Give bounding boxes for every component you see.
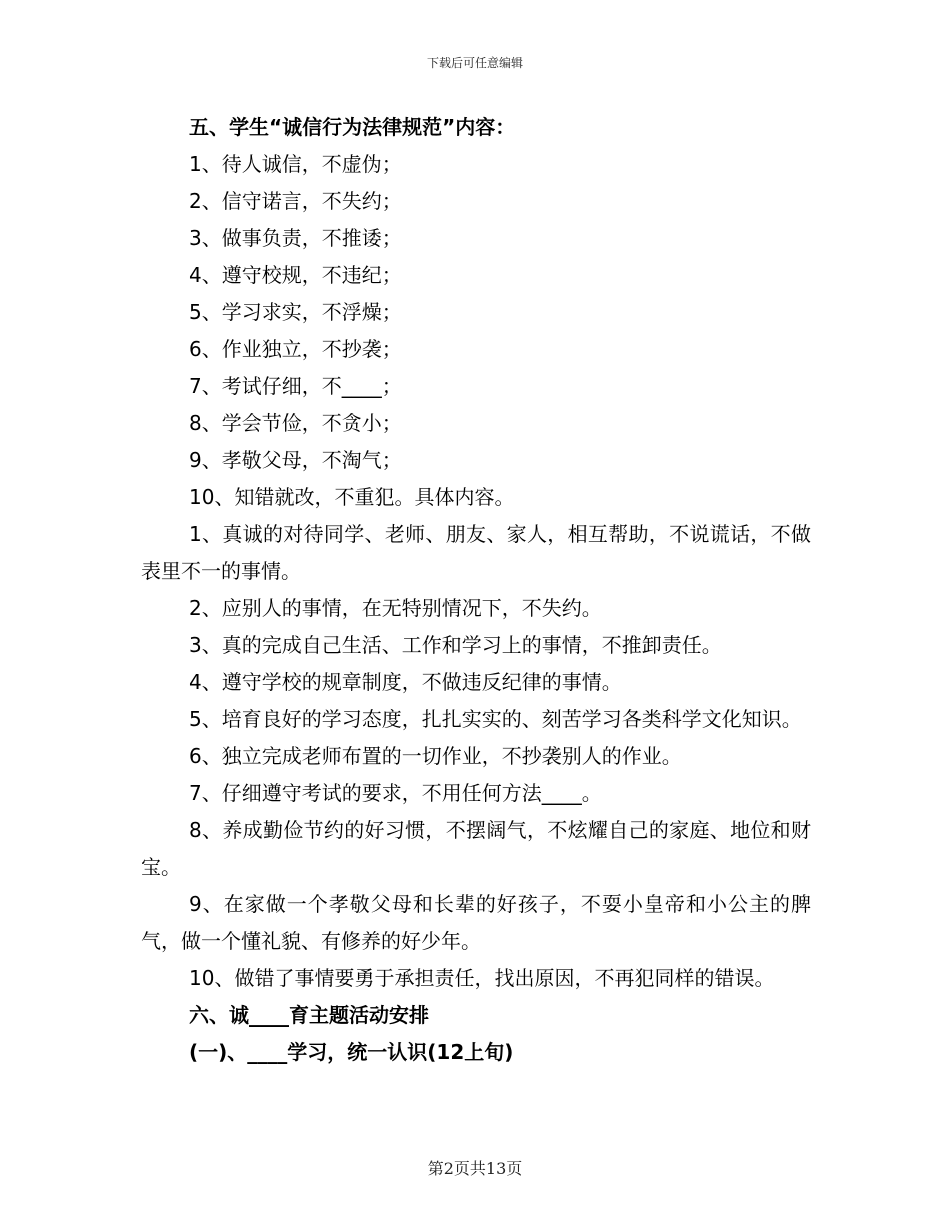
- norm-item: 7、考试仔细，不____；: [189, 374, 402, 398]
- norm-item: 9、孝敬父母，不淘气；: [189, 448, 402, 472]
- subsection-heading: (一)、____学习，统一认识(12上旬): [189, 1040, 514, 1064]
- norm-item: 10、知错就改，不重犯。具体内容。: [189, 485, 515, 509]
- detail-paragraph: 4、遵守学校的规章制度，不做违反纪律的事情。: [189, 670, 622, 694]
- norm-item: 4、遵守校规，不违纪；: [189, 263, 402, 287]
- norm-item: 5、学习求实，不浮燥；: [189, 300, 402, 324]
- norm-item: 1、待人诚信，不虚伪；: [189, 152, 402, 176]
- page-header: 下载后可任意编辑: [426, 56, 523, 70]
- document-body: [141, 109, 811, 1071]
- detail-paragraph: 5、培育良好的学习态度，扎扎实实的、刻苦学习各类科学文化知识。: [189, 707, 802, 731]
- detail-paragraph: 2、应别人的事情，在无特别情况下，不失约。: [189, 596, 602, 620]
- page-footer: 第2页共13页: [427, 1159, 523, 1178]
- norm-item: 8、学会节俭，不贪小；: [189, 411, 402, 435]
- detail-paragraph: 9、在家做一个孝敬父母和长辈的好孩子，不耍小皇帝和小公主的脾气，做一个懂礼貌、有修养的好少年。: [141, 892, 811, 953]
- detail-paragraph: 7、仔细遵守考试的要求，不用任何方法____。: [189, 781, 602, 805]
- norm-item: 6、作业独立，不抄袭；: [189, 337, 402, 361]
- section-heading: 五、学生“诚信行为法律规范”内容：: [189, 115, 516, 139]
- detail-paragraph: 8、养成勤俭节约的好习惯，不摆阔气，不炫耀自己的家庭、地位和财宝。: [141, 818, 811, 879]
- detail-paragraph: 1、真诚的对待同学、老师、朋友、家人，相互帮助，不说谎话，不做表里不一的事情。: [141, 522, 811, 583]
- section-heading: 六、诚____育主题活动安排: [189, 1003, 429, 1027]
- norm-item: 2、信守诺言，不失约；: [189, 189, 402, 213]
- detail-paragraph: 6、独立完成老师布置的一切作业，不抄袭别人的作业。: [189, 744, 682, 768]
- detail-paragraph: 10、做错了事情要勇于承担责任，找出原因，不再犯同样的错误。: [189, 966, 775, 990]
- detail-paragraph: 3、真的完成自己生活、工作和学习上的事情，不推卸责任。: [189, 633, 722, 657]
- norm-item: 3、做事负责，不推诿；: [189, 226, 402, 250]
